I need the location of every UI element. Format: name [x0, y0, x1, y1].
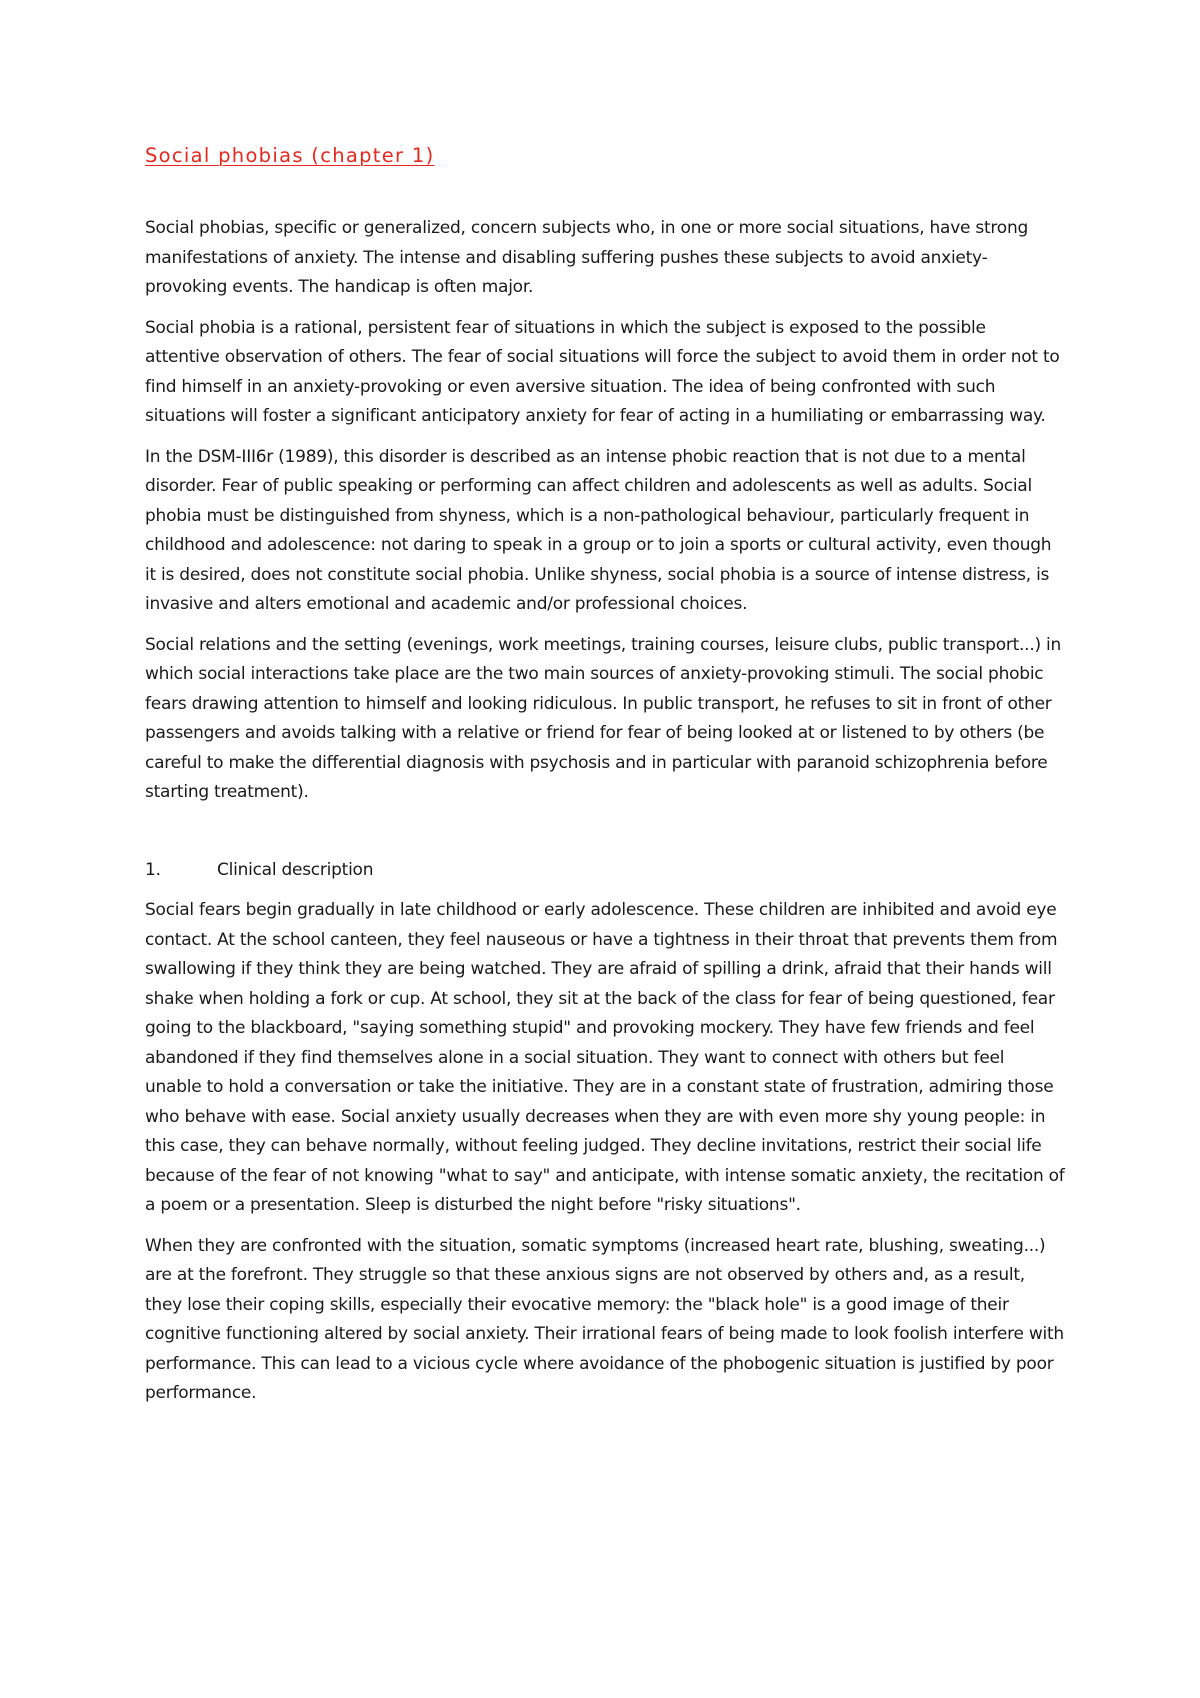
intro-paragraph-1: Social phobias, specific or generalized, concern subjects who, in one or more social situations, have strong manifestations of anxiety. The intense and disabling suffering pushes these subjects to avoid anxiety-provoking events. The handicap is often major. [145, 218, 1029, 297]
section-heading-text: Clinical description [217, 859, 374, 880]
section-heading [145, 856, 1065, 886]
section-paragraph-1: Social fears begin gradually in late childhood or early adolescence. These children are inhibited and avoid eye contact. At the school canteen, they feel nauseous or have a tightness in their throat that prevents them from swallowing if they think they are being watched. They are afraid of spilling a drink, afraid that their hands will shake when holding a fork or cup. At school, they sit at the back of the class for fear of being questioned, fear going to the blackboard, "saying something stupid" and provoking mockery. They have few friends and feel abandoned if they find themselves alone in a social situation. They want to connect with others but feel unable to hold a conversation or take the initiative. They are in a constant state of frustration, admiring those who behave with ease. Social anxiety usually decreases when they are with even more shy young people: in this case, they can behave normally, without feeling judged. They decline invitations, restrict their social life because of the fear of not knowing "what to say" and anticipate, with intense somatic anxiety, the recitation of a poem or a presentation. Sleep is disturbed the night before "risky situations". [145, 900, 1065, 1215]
document-title: Social phobias (chapter 1) [145, 144, 435, 167]
intro-paragraph-4: Social relations and the setting (evenings, work meetings, training courses, leisure clubs, public transport...) in which social interactions take place are the two main sources of anxiety-provoking stimuli. The social phobic fears drawing attention to himself and looking ridiculous. In public transport, he refuses to sit in front of other passengers and avoids talking with a relative or friend for fear of being looked at or listened to by others (be careful to make the differential diagnosis with psychosis and in particular with paranoid schizophrenia before starting treatment). [145, 634, 1062, 802]
intro-paragraph-3: In the DSM-III6r (1989), this disorder is described as an intense phobic reaction that is not due to a mental disorder. Fear of public speaking or performing can affect children and adolescents as well as adults. Social phobia must be distinguished from shyness, which is a non-pathological behaviour, particularly frequent in childhood and adolescence: not daring to speak in a group or to join a sports or cultural activity, even though it is desired, does not constitute social phobia. Unlike shyness, social phobia is a source of intense distress, is invasive and alters emotional and academic and/or professional choices. [145, 446, 1052, 614]
section-paragraph-2: When they are confronted with the situation, somatic symptoms (increased heart rate, blushing, sweating...) are at the forefront. They struggle so that these anxious signs are not observed by others and, as a result, they lose their coping skills, especially their evocative memory: the "black hole" is a good image of their cognitive functioning altered by social anxiety. Their irrational fears of being made to look foolish interfere with performance. This can lead to a vicious cycle where avoidance of the phobogenic situation is justified by poor performance. [145, 1235, 1064, 1403]
section-number: 1. [145, 859, 161, 880]
document-content [145, 143, 1065, 1420]
intro-paragraph-2: Social phobia is a rational, persistent fear of situations in which the subject is exposed to the possible attentive observation of others. The fear of social situations will force the subject to avoid them in order not to find himself in an anxiety-provoking or even aversive situation. The idea of being confronted with such situations will foster a significant anticipatory anxiety for fear of acting in a humiliating or embarrassing way. [145, 317, 1060, 426]
